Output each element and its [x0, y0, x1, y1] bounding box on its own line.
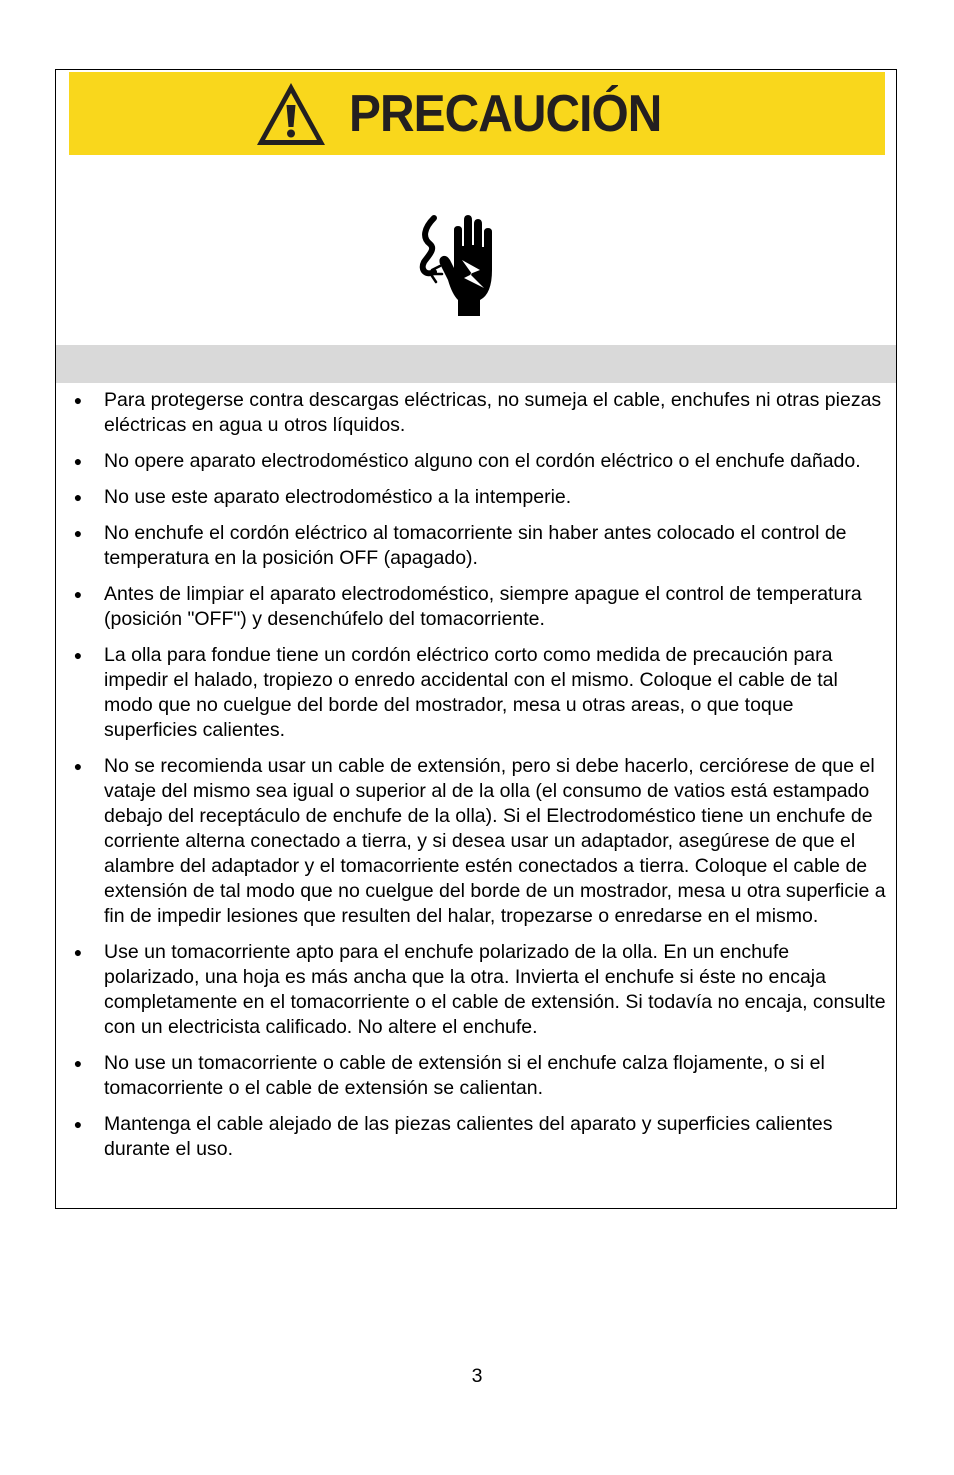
safety-instructions-list — [68, 388, 888, 1173]
list-item: ● Mantenga el cable alejado de las piezas calientes del aparato y superficies calientes durante el uso. — [73, 1113, 833, 1160]
list-item: ● Antes de limpiar el aparato electrodoméstico, siempre apague el control de temperatura (posición "OFF") y desenchúfelo del tomacorriente. — [73, 583, 862, 630]
caution-banner — [69, 72, 885, 155]
bullet-icon: ● — [73, 453, 83, 469]
bullet-icon: ● — [73, 647, 83, 663]
page-number: 3 — [471, 1365, 483, 1387]
warning-triangle-icon — [255, 81, 327, 147]
list-item: ● No use un tomacorriente o cable de extensión si el enchufe calza flojamente, o si el tomacorriente o el cable de extensión se calientan. — [73, 1052, 825, 1099]
caution-box — [55, 69, 897, 1209]
list-item: ● No enchufe el cordón eléctrico al tomacorriente sin haber antes colocado el control de temperatura en la posición OFF (apagado). — [73, 522, 847, 569]
bullet-icon: ● — [73, 944, 83, 960]
list-item: ● No se recomienda usar un cable de extensión, pero si debe hacerlo, cerciórese de que el vataje del mismo sea igual o superior al de la olla (el consumo de vatios está estampado debajo del receptáculo de enchufe de la olla). Si el Electrodoméstico tiene un enchufe de corriente alterna conectado a tierra, y si desea usar un adaptador, asegúrese de que el alambre del adaptador y el tomacorriente estén conectados a tierra. Coloque el cable de extensión de tal modo que no cuelgue del borde de un mostrador, mesa u otra superficie a fin de impedir lesiones que resulten del halar, tropezarse o enredarse en el mismo. — [73, 755, 886, 927]
list-item: ● No use este aparato electrodoméstico a la intemperie. — [73, 486, 572, 508]
bullet-icon: ● — [73, 758, 83, 774]
bullet-icon: ● — [73, 525, 83, 541]
list-item: ● Use un tomacorriente apto para el enchufe polarizado de la olla. En un enchufe polarizado, una hoja es más ancha que la otra. Invierta el enchufe si éste no encaja completamente en el tomacorriente o el cable de extensión. Si todavía no encaja, consulte con un electricista calificado. No altere el enchufe. — [73, 941, 886, 1038]
section-band — [56, 345, 896, 383]
electric-shock-hand-icon — [414, 210, 510, 320]
bullet-icon: ● — [73, 489, 83, 505]
list-item: ● La olla para fondue tiene un cordón eléctrico corto como medida de precaución para impedir el halado, tropiezo o enredo accidental con el mismo. Coloque el cable de tal modo que no cuelgue del borde del mostrador, mesa u otras areas, o que toque superficies calientes. — [73, 644, 838, 741]
banner-title: PRECAUCIÓN — [349, 84, 662, 143]
list-item: ● Para protegerse contra descargas eléctricas, no sumeja el cable, enchufes ni otras piezas eléctricas en agua u otros líquidos. — [73, 389, 882, 436]
bullet-icon: ● — [73, 586, 83, 602]
bullet-icon: ● — [73, 392, 83, 408]
bullet-icon: ● — [73, 1055, 83, 1071]
list-item: ● No opere aparato electrodoméstico alguno con el cordón eléctrico o el enchufe dañado. — [73, 450, 861, 472]
bullet-icon: ● — [73, 1116, 83, 1132]
